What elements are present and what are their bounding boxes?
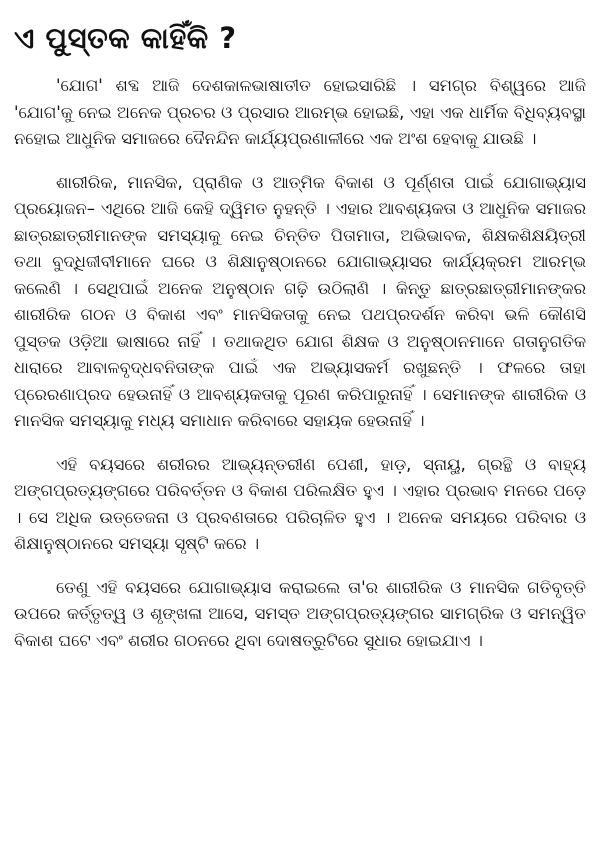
paragraph-1: 'ଯୋଗ' ଶବ୍ଦ ଆଜି ଦେଶକାଳଭାଷାତୀତ ହୋଇସାରିଛି । ସମଗ୍ର ବିଶ୍ୱରେ ଆଜି 'ଯୋଗ'କୁ ନେଇ ଅନେକ ପ୍ରଚର ଓ ପ୍ରସାର ଆରମ୍ଭ ହୋଇଛି, ଏହା ଏକ ଧାର୍ମିକ ବିଧିବ୍ୟବସ୍ଥା ନହୋଇ ଆଧୁନିକ ସମାଜରେ ଦୈନନ୍ଦିନ କାର୍ଯ୍ୟପ୍ରଣାଳୀରେ ଏକ ଅଂଶ ହେବାକୁ ଯାଉଛି । [14,76,586,149]
page-title: ଏ ପୁସ୍ତକ କାହିଁକି ? [14,21,237,55]
paragraph-3: ଏହି ବୟସରେ ଶରୀରର ଆଭ୍ୟନ୍ତରୀଣ ପେଶୀ, ହାଡ଼, ସ୍ନାୟୁ, ଗ୍ରନ୍ଥି ଓ ବାହ୍ୟ ଅଙ୍ଗପ୍ରତ୍ୟଙ୍ଗରେ ପରିବର୍ତ୍ତନ ଓ ବିକାଶ ପରିଲକ୍ଷିତ ହୁଏ । ଏହାର ପ୍ରଭାବ ମନରେ ପଡ଼େ । ସେ ଅଧିକ ଉତ୍ତେଜନା ଓ ପ୍ରବଣତାରେ ପରିଚାଳିତ ହୁଏ । ଅନେକ ସମୟରେ ପରିବାର ଓ ଶିକ୍ଷାନୁଷ୍ଠାନରେ ସମସ୍ୟା ସୃଷ୍ଟି କରେ । [14,454,586,554]
paragraph-4: ତେଣୁ ଏହି ବୟସରେ ଯୋଗାଭ୍ୟାସ କରାଇଲେ ତା'ର ଶାରୀରିକ ଓ ମାନସିକ ଗତିବୃତ୍ତି ଉପରେ କର୍ତ୍ତୃତ୍ୱ ଓ ଶୃଙ୍ଖଳା ଆସେ, ସମସ୍ତ ଅଙ୍ଗପ୍ରତ୍ୟଙ୍ଗର ସାମଗ୍ରିକ ଓ ସମନ୍ୱିତ ବିକାଶ ଘଟେ ଏବଂ ଶରୀର ଗଠନରେ ଥିବା ଦୋଷତ୍ରୁଟିରେ ସୁଧାର ହୋଇଯାଏ । [14,577,586,650]
paragraph-2: ଶାରୀରିକ, ମାନସିକ, ପ୍ରାଣିକ ଓ ଆତ୍ମିକ ବିକାଶ ଓ ପୂର୍ଣ୍ଣତା ପାଇଁ ଯୋଗାଭ୍ୟାସ ପ୍ରୟୋଜନ– ଏଥିରେ ଆଜି କେହି ଦ୍ୱିମତ ନୁହନ୍ତି । ଏହାର ଆବଶ୍ୟକତା ଓ ଆଧୁନିକ ସମାଜର ଛାତ୍ରଛାତ୍ରୀମାନଙ୍କ ସମସ୍ୟାକୁ ନେଇ ଚିନ୍ତିତ ପିତାମାତା, ଅଭିଭାବକ, ଶିକ୍ଷକଶିକ୍ଷୟିତ୍ରୀ ତଥା ବୁଦ୍ଧିଜୀବୀମାନେ ଘରେ ଓ ଶିକ୍ଷାନୁଷ୍ଠାନରେ ଯୋଗାଭ୍ୟାସର କାର୍ଯ୍ୟକ୍ରମ ଆରମ୍ଭ କଲେଣି । ସେଥିପାଇଁ ଅନେକ ଅନୁଷ୍ଠାନ ଗଢ଼ି ଉଠିଲାଣି । କିନ୍ତୁ ଛାତ୍ରଛାତ୍ରୀମାନଙ୍କର ଶାରୀରିକ ଗଠନ ଓ ବିକାଶ ଏବଂ ମାନସିକତାକୁ ନେଇ ପଥପ୍ରଦର୍ଶନ କରିବା ଭଳି କୌଣସି ପୁସ୍ତକ ଓଡ଼ିଆ ଭାଷାରେ ନାହିଁ । ତଥାକଥିତ ଯୋଗ ଶିକ୍ଷକ ଓ ଅନୁଷ୍ଠାନମାନେ ଗତାନୁଗତିକ ଧାରାରେ ଆବାଳବୃଦ୍ଧବନିତାଙ୍କ ପାଇଁ ଏକ ଅଭ୍ୟାସକର୍ମ ରଖୁଛନ୍ତି । ଫଳରେ ତାହା ପ୍ରେରଣାପ୍ରଦ ହେଉନାହିଁ ଓ ଆବଶ୍ୟକତାକୁ ପୂରଣ କରିପାରୁନାହିଁ । ସେମାନଙ୍କ ଶାରୀରିକ ଓ ମାନସିକ ସମସ୍ୟାକୁ ମଧ୍ୟ ସମାଧାନ କରିବାରେ ସହାୟକ ହେଉନାହିଁ । [14,172,586,431]
